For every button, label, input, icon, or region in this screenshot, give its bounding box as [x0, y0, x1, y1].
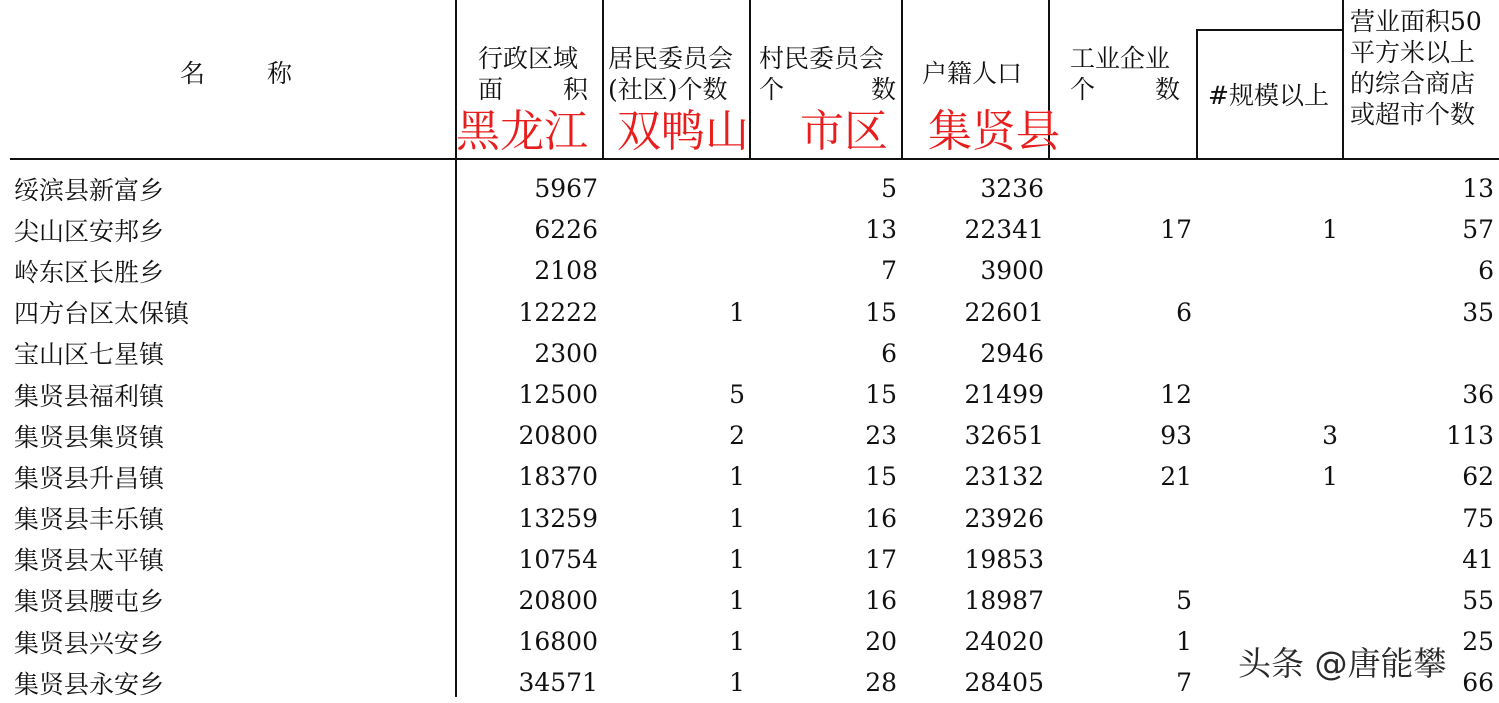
cell-residents: 1 [729, 668, 745, 698]
column-rule [1196, 29, 1198, 160]
cell-stores: 25 [1462, 627, 1494, 657]
table-row [0, 539, 1499, 580]
table-row [0, 333, 1499, 374]
header-name: 名 称 [180, 59, 292, 88]
cell-industry: 21 [1160, 462, 1192, 492]
cell-residents: 1 [729, 585, 745, 615]
cell-population: 3236 [980, 174, 1044, 204]
cell-stores: 62 [1462, 462, 1494, 492]
cell-residents [603, 209, 750, 250]
cell-residents: 2 [729, 421, 745, 451]
cell-population: 23132 [964, 462, 1044, 492]
cell-residents [603, 333, 750, 374]
cell-area: 13259 [518, 503, 598, 533]
cell-stores [1343, 333, 1499, 374]
cell-area: 6226 [534, 215, 598, 245]
header-rule [10, 158, 1499, 160]
column-rule [749, 0, 751, 160]
cell-population: 32651 [964, 421, 1044, 451]
header-population: 户籍人口 [922, 59, 1023, 88]
cell-stores: 75 [1462, 503, 1494, 533]
table-row [0, 209, 1499, 250]
cell-villagers: 6 [881, 338, 897, 368]
column-rule [602, 0, 604, 160]
watermark: 头条 @唐能攀 [1238, 644, 1447, 683]
cell-name: 集贤县丰乐镇 [14, 505, 165, 535]
cell-above: 1 [1322, 215, 1338, 245]
cell-stores: 13 [1462, 174, 1494, 204]
cell-above [1197, 539, 1343, 580]
column-rule [1342, 0, 1344, 160]
cell-stores: 57 [1462, 215, 1494, 245]
cell-above: 3 [1322, 421, 1338, 451]
cell-residents: 1 [729, 462, 745, 492]
cell-area: 12222 [518, 297, 598, 327]
cell-stores: 35 [1462, 297, 1494, 327]
cell-population: 2946 [980, 338, 1044, 368]
cell-name: 岭东区长胜乡 [14, 257, 165, 287]
cell-villagers: 15 [865, 380, 897, 410]
cell-villagers: 7 [881, 256, 897, 286]
cell-above [1197, 292, 1343, 333]
cell-population: 22601 [964, 297, 1044, 327]
subheader-rule [1196, 29, 1344, 31]
cell-above [1197, 333, 1343, 374]
cell-villagers: 15 [865, 462, 897, 492]
table-row [0, 292, 1499, 333]
cell-name: 集贤县永安乡 [14, 669, 165, 699]
cell-above [1197, 374, 1343, 415]
cell-area: 10754 [518, 544, 598, 574]
cell-area: 5967 [534, 174, 598, 204]
cell-population: 24020 [964, 627, 1044, 657]
cell-industry [1049, 539, 1197, 580]
column-rule [901, 0, 903, 160]
cell-above [1197, 498, 1343, 539]
cell-industry: 17 [1160, 215, 1192, 245]
cell-population: 3900 [980, 256, 1044, 286]
cell-residents: 1 [729, 544, 745, 574]
cell-industry [1049, 168, 1197, 209]
cell-population: 28405 [964, 668, 1044, 698]
table-row [0, 374, 1499, 415]
cell-industry: 1 [1176, 627, 1192, 657]
cell-stores: 113 [1446, 421, 1494, 451]
cell-area: 12500 [518, 380, 598, 410]
table-row [0, 456, 1499, 497]
table-row [0, 250, 1499, 291]
cell-area: 2300 [534, 338, 598, 368]
cell-name: 集贤县腰屯乡 [14, 587, 165, 617]
header-above-scale: #规模以上 [1208, 81, 1329, 110]
cell-industry: 6 [1176, 297, 1192, 327]
cell-stores: 36 [1462, 380, 1494, 410]
cell-industry [1049, 333, 1197, 374]
cell-area: 20800 [518, 421, 598, 451]
cell-name: 尖山区安邦乡 [14, 216, 165, 246]
cell-name: 绥滨县新富乡 [14, 175, 165, 205]
cell-population: 23926 [964, 503, 1044, 533]
table-row [0, 498, 1499, 539]
cell-residents: 1 [729, 503, 745, 533]
cell-villagers: 5 [881, 174, 897, 204]
cell-villagers: 13 [865, 215, 897, 245]
header-area: 行政区域 面 积 [478, 44, 588, 104]
cell-villagers: 15 [865, 297, 897, 327]
region-banner-2: 双鸭山 [617, 106, 749, 157]
cell-population: 19853 [964, 544, 1044, 574]
header-residents: 居民委员会 (社区)个数 [608, 44, 734, 104]
table-row [0, 415, 1499, 456]
cell-above: 1 [1322, 462, 1338, 492]
cell-stores: 66 [1462, 668, 1494, 698]
cell-residents: 1 [729, 627, 745, 657]
table-row [0, 580, 1499, 621]
header-stores: 营业面积50 平方米以上 的综合商店 或超市个数 [1350, 7, 1482, 129]
table-body [0, 168, 1499, 703]
cell-area: 20800 [518, 585, 598, 615]
header-industry: 工业企业 个 数 [1070, 44, 1180, 104]
cell-villagers: 16 [865, 503, 897, 533]
cell-name: 集贤县太平镇 [14, 546, 165, 576]
cell-villagers: 20 [865, 627, 897, 657]
cell-residents: 5 [729, 380, 745, 410]
cell-area: 18370 [518, 462, 598, 492]
cell-above [1197, 250, 1343, 291]
cell-population: 21499 [964, 380, 1044, 410]
cell-area: 34571 [518, 668, 598, 698]
region-banner-4: 集贤县 [928, 106, 1060, 157]
region-banner-1: 黑龙江 [456, 106, 588, 157]
cell-population: 18987 [964, 585, 1044, 615]
cell-industry: 7 [1176, 668, 1192, 698]
cell-residents: 1 [729, 297, 745, 327]
table-row [0, 168, 1499, 209]
cell-industry: 93 [1160, 421, 1192, 451]
cell-name: 四方台区太保镇 [14, 299, 190, 329]
cell-above [1197, 168, 1343, 209]
cell-above [1197, 580, 1343, 621]
data-table [0, 168, 1499, 703]
cell-industry: 12 [1160, 380, 1192, 410]
cell-stores: 6 [1478, 256, 1494, 286]
cell-stores: 55 [1462, 585, 1494, 615]
cell-name: 集贤县升昌镇 [14, 463, 165, 493]
cell-area: 2108 [534, 256, 598, 286]
cell-area: 16800 [518, 627, 598, 657]
cell-name: 集贤县福利镇 [14, 381, 165, 411]
cell-population: 22341 [964, 215, 1044, 245]
cell-industry [1049, 250, 1197, 291]
cell-name: 宝山区七星镇 [14, 340, 165, 370]
cell-residents [603, 250, 750, 291]
cell-villagers: 28 [865, 668, 897, 698]
cell-residents [603, 168, 750, 209]
region-banner-3: 市区 [800, 106, 888, 157]
cell-villagers: 17 [865, 544, 897, 574]
header-villagers: 村民委员会 个 数 [759, 44, 896, 104]
cell-industry: 5 [1176, 585, 1192, 615]
cell-industry [1049, 498, 1197, 539]
cell-stores: 41 [1462, 544, 1494, 574]
cell-villagers: 23 [865, 421, 897, 451]
cell-name: 集贤县集贤镇 [14, 422, 165, 452]
cell-villagers: 16 [865, 585, 897, 615]
cell-name: 集贤县兴安乡 [14, 628, 165, 658]
